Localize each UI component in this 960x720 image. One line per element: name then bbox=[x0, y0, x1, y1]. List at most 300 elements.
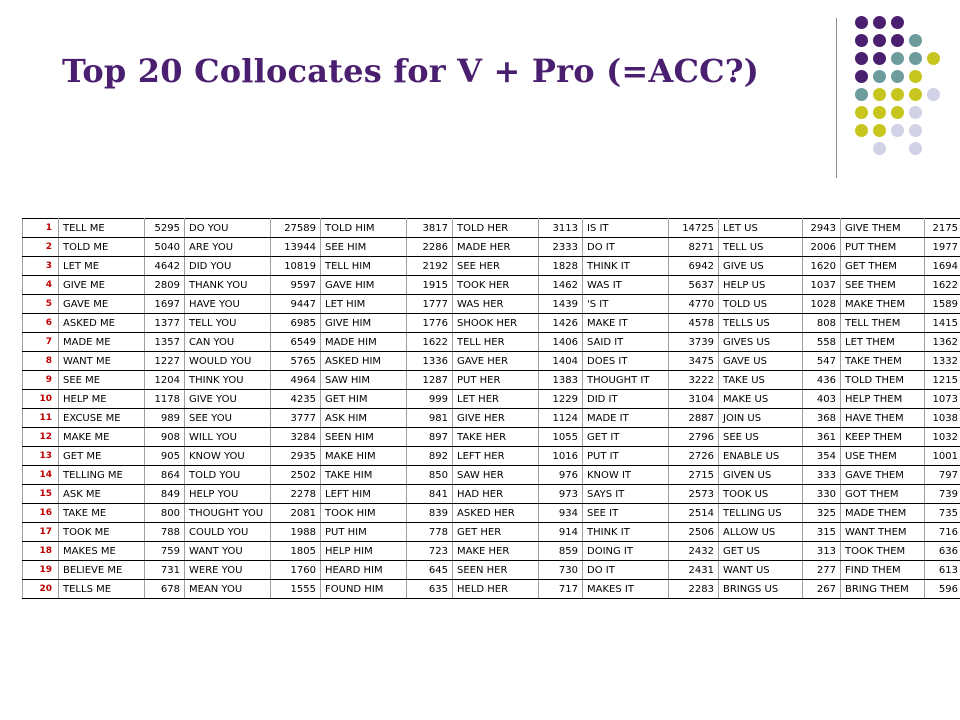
table-row bbox=[23, 238, 960, 257]
frequency-cell: 4642 bbox=[145, 257, 185, 276]
collocate-cell: DO YOU bbox=[185, 219, 271, 238]
frequency-cell: 1028 bbox=[803, 295, 841, 314]
collocate-cell: BRING THEM bbox=[841, 580, 925, 599]
frequency-cell: 2278 bbox=[271, 485, 321, 504]
frequency-cell: 3284 bbox=[271, 428, 321, 447]
collocate-cell: USE THEM bbox=[841, 447, 925, 466]
frequency-cell: 981 bbox=[407, 409, 453, 428]
frequency-cell: 1055 bbox=[539, 428, 583, 447]
collocate-cell: TELL US bbox=[719, 238, 803, 257]
frequency-cell: 4770 bbox=[669, 295, 719, 314]
collocate-cell: KEEP THEM bbox=[841, 428, 925, 447]
collocate-cell: GIVE HIM bbox=[321, 314, 407, 333]
frequency-cell: 905 bbox=[145, 447, 185, 466]
collocate-cell: COULD YOU bbox=[185, 523, 271, 542]
collocate-cell: SEE YOU bbox=[185, 409, 271, 428]
frequency-cell: 2283 bbox=[669, 580, 719, 599]
collocate-cell: THINK YOU bbox=[185, 371, 271, 390]
frequency-cell: 2514 bbox=[669, 504, 719, 523]
collocate-cell: TOLD ME bbox=[59, 238, 145, 257]
table-row bbox=[23, 523, 960, 542]
collocate-cell: MAKE THEM bbox=[841, 295, 925, 314]
collocate-cell: MAKE HIM bbox=[321, 447, 407, 466]
collocate-cell: MEAN YOU bbox=[185, 580, 271, 599]
rank-cell: 7 bbox=[23, 333, 59, 352]
collocate-cell: GOT THEM bbox=[841, 485, 925, 504]
decorative-dot bbox=[891, 34, 904, 47]
collocate-cell: TOLD YOU bbox=[185, 466, 271, 485]
collocate-cell: WILL YOU bbox=[185, 428, 271, 447]
table-row bbox=[23, 485, 960, 504]
rank-cell: 19 bbox=[23, 561, 59, 580]
collocate-cell: HAD HER bbox=[453, 485, 539, 504]
collocate-cell: TELLING ME bbox=[59, 466, 145, 485]
frequency-cell: 558 bbox=[803, 333, 841, 352]
frequency-cell: 934 bbox=[539, 504, 583, 523]
frequency-cell: 613 bbox=[925, 561, 960, 580]
frequency-cell: 2502 bbox=[271, 466, 321, 485]
table-row bbox=[23, 371, 960, 390]
decorative-dot bbox=[855, 106, 868, 119]
collocate-cell: GIVE ME bbox=[59, 276, 145, 295]
rank-cell: 12 bbox=[23, 428, 59, 447]
collocate-cell: SHOOK HER bbox=[453, 314, 539, 333]
table-row bbox=[23, 561, 960, 580]
decorative-dot bbox=[909, 142, 922, 155]
frequency-cell: 635 bbox=[407, 580, 453, 599]
collocate-cell: ALLOW US bbox=[719, 523, 803, 542]
collocate-cell: TELL ME bbox=[59, 219, 145, 238]
frequency-cell: 1406 bbox=[539, 333, 583, 352]
collocate-cell: ASK HIM bbox=[321, 409, 407, 428]
table-row bbox=[23, 314, 960, 333]
table-row bbox=[23, 276, 960, 295]
table-row bbox=[23, 409, 960, 428]
frequency-cell: 778 bbox=[407, 523, 453, 542]
frequency-cell: 1332 bbox=[925, 352, 960, 371]
frequency-cell: 1555 bbox=[271, 580, 321, 599]
frequency-cell: 1204 bbox=[145, 371, 185, 390]
frequency-cell: 3104 bbox=[669, 390, 719, 409]
frequency-cell: 723 bbox=[407, 542, 453, 561]
frequency-cell: 2935 bbox=[271, 447, 321, 466]
collocate-cell: PUT THEM bbox=[841, 238, 925, 257]
rank-cell: 20 bbox=[23, 580, 59, 599]
collocate-cell: THINK IT bbox=[583, 523, 669, 542]
frequency-cell: 1227 bbox=[145, 352, 185, 371]
rank-cell: 3 bbox=[23, 257, 59, 276]
collocate-cell: MAKE IT bbox=[583, 314, 669, 333]
decorative-dot bbox=[855, 124, 868, 137]
frequency-cell: 1777 bbox=[407, 295, 453, 314]
frequency-cell: 333 bbox=[803, 466, 841, 485]
collocate-cell: HAVE YOU bbox=[185, 295, 271, 314]
frequency-cell: 973 bbox=[539, 485, 583, 504]
decorative-divider-line bbox=[836, 18, 837, 178]
collocate-cell: SEE IT bbox=[583, 504, 669, 523]
collocate-cell: TAKE HIM bbox=[321, 466, 407, 485]
table-row bbox=[23, 295, 960, 314]
collocate-cell: ASKED ME bbox=[59, 314, 145, 333]
table-row bbox=[23, 580, 960, 599]
decorative-dot bbox=[927, 52, 940, 65]
collocate-cell: MAKES IT bbox=[583, 580, 669, 599]
frequency-cell: 1016 bbox=[539, 447, 583, 466]
decorative-dot bbox=[891, 124, 904, 137]
frequency-cell: 1073 bbox=[925, 390, 960, 409]
frequency-cell: 3222 bbox=[669, 371, 719, 390]
collocate-cell: FIND THEM bbox=[841, 561, 925, 580]
collocate-cell: HELP HIM bbox=[321, 542, 407, 561]
decorative-dot bbox=[855, 88, 868, 101]
collocate-cell: HELP YOU bbox=[185, 485, 271, 504]
frequency-cell: 1915 bbox=[407, 276, 453, 295]
frequency-cell: 5637 bbox=[669, 276, 719, 295]
frequency-cell: 678 bbox=[145, 580, 185, 599]
collocate-cell: PUT HIM bbox=[321, 523, 407, 542]
frequency-cell: 1776 bbox=[407, 314, 453, 333]
collocate-cell: MADE IT bbox=[583, 409, 669, 428]
collocate-cell: GAVE HER bbox=[453, 352, 539, 371]
frequency-cell: 6985 bbox=[271, 314, 321, 333]
collocate-cell: BRINGS US bbox=[719, 580, 803, 599]
decorative-dot bbox=[873, 70, 886, 83]
collocate-cell: WAS IT bbox=[583, 276, 669, 295]
frequency-cell: 1037 bbox=[803, 276, 841, 295]
frequency-cell: 716 bbox=[925, 523, 960, 542]
collocate-cell: GET ME bbox=[59, 447, 145, 466]
collocate-cell: TELL THEM bbox=[841, 314, 925, 333]
collocate-cell: GIVE HER bbox=[453, 409, 539, 428]
collocate-cell: GET HER bbox=[453, 523, 539, 542]
frequency-cell: 436 bbox=[803, 371, 841, 390]
frequency-cell: 1694 bbox=[925, 257, 960, 276]
collocate-cell: PUT HER bbox=[453, 371, 539, 390]
collocate-cell: LET THEM bbox=[841, 333, 925, 352]
slide-title: Top 20 Collocates for V + Pro (=ACC?) bbox=[62, 52, 760, 90]
collocates-table-container bbox=[22, 218, 960, 604]
collocate-cell: TELLS US bbox=[719, 314, 803, 333]
collocates-table bbox=[22, 218, 960, 599]
frequency-cell: 914 bbox=[539, 523, 583, 542]
collocate-cell: SAYS IT bbox=[583, 485, 669, 504]
collocate-cell: MADE HER bbox=[453, 238, 539, 257]
collocate-cell: LEFT HIM bbox=[321, 485, 407, 504]
collocate-cell: DOING IT bbox=[583, 542, 669, 561]
collocate-cell: TELLS ME bbox=[59, 580, 145, 599]
frequency-cell: 892 bbox=[407, 447, 453, 466]
decorative-dot bbox=[873, 124, 886, 137]
frequency-cell: 315 bbox=[803, 523, 841, 542]
decorative-dot bbox=[909, 52, 922, 65]
rank-cell: 1 bbox=[23, 219, 59, 238]
rank-cell: 8 bbox=[23, 352, 59, 371]
collocate-cell: SEEN HER bbox=[453, 561, 539, 580]
collocate-cell: SAID IT bbox=[583, 333, 669, 352]
collocate-cell: TAKE THEM bbox=[841, 352, 925, 371]
collocate-cell: DID IT bbox=[583, 390, 669, 409]
collocate-cell: TOOK US bbox=[719, 485, 803, 504]
collocate-cell: BELIEVE ME bbox=[59, 561, 145, 580]
collocate-cell: WANT YOU bbox=[185, 542, 271, 561]
rank-cell: 5 bbox=[23, 295, 59, 314]
collocate-cell: HELP THEM bbox=[841, 390, 925, 409]
collocate-cell: ARE YOU bbox=[185, 238, 271, 257]
collocate-cell: TOOK THEM bbox=[841, 542, 925, 561]
collocate-cell: TOOK HIM bbox=[321, 504, 407, 523]
frequency-cell: 6942 bbox=[669, 257, 719, 276]
decorative-dot bbox=[891, 16, 904, 29]
decorative-dot bbox=[873, 142, 886, 155]
frequency-cell: 2726 bbox=[669, 447, 719, 466]
frequency-cell: 1426 bbox=[539, 314, 583, 333]
rank-cell: 17 bbox=[23, 523, 59, 542]
collocates-table-body bbox=[23, 219, 960, 599]
collocate-cell: TAKE HER bbox=[453, 428, 539, 447]
frequency-cell: 2081 bbox=[271, 504, 321, 523]
frequency-cell: 1760 bbox=[271, 561, 321, 580]
collocate-cell: SEE THEM bbox=[841, 276, 925, 295]
table-row bbox=[23, 504, 960, 523]
collocate-cell: THOUGHT IT bbox=[583, 371, 669, 390]
collocate-cell: MADE HIM bbox=[321, 333, 407, 352]
frequency-cell: 1001 bbox=[925, 447, 960, 466]
collocate-cell: WANT ME bbox=[59, 352, 145, 371]
collocate-cell: KNOW IT bbox=[583, 466, 669, 485]
frequency-cell: 800 bbox=[145, 504, 185, 523]
frequency-cell: 13944 bbox=[271, 238, 321, 257]
frequency-cell: 3475 bbox=[669, 352, 719, 371]
frequency-cell: 4235 bbox=[271, 390, 321, 409]
frequency-cell: 1439 bbox=[539, 295, 583, 314]
frequency-cell: 9447 bbox=[271, 295, 321, 314]
collocate-cell: TOOK HER bbox=[453, 276, 539, 295]
collocate-cell: TOOK ME bbox=[59, 523, 145, 542]
collocate-cell: GIVEN US bbox=[719, 466, 803, 485]
frequency-cell: 403 bbox=[803, 390, 841, 409]
table-row bbox=[23, 466, 960, 485]
collocate-cell: THINK IT bbox=[583, 257, 669, 276]
frequency-cell: 1377 bbox=[145, 314, 185, 333]
collocate-cell: TOLD HER bbox=[453, 219, 539, 238]
collocate-cell: THANK YOU bbox=[185, 276, 271, 295]
frequency-cell: 3817 bbox=[407, 219, 453, 238]
collocate-cell: WANT THEM bbox=[841, 523, 925, 542]
frequency-cell: 976 bbox=[539, 466, 583, 485]
decorative-dot bbox=[891, 52, 904, 65]
collocate-cell: ASK ME bbox=[59, 485, 145, 504]
collocate-cell: DID YOU bbox=[185, 257, 271, 276]
collocate-cell: TOLD US bbox=[719, 295, 803, 314]
decorative-dot bbox=[855, 70, 868, 83]
frequency-cell: 2006 bbox=[803, 238, 841, 257]
frequency-cell: 908 bbox=[145, 428, 185, 447]
frequency-cell: 1124 bbox=[539, 409, 583, 428]
collocate-cell: PUT IT bbox=[583, 447, 669, 466]
frequency-cell: 5040 bbox=[145, 238, 185, 257]
frequency-cell: 313 bbox=[803, 542, 841, 561]
decorative-dot bbox=[855, 16, 868, 29]
collocate-cell: MAKE US bbox=[719, 390, 803, 409]
collocate-cell: SEEN HIM bbox=[321, 428, 407, 447]
rank-cell: 11 bbox=[23, 409, 59, 428]
collocate-cell: LEFT HER bbox=[453, 447, 539, 466]
table-row bbox=[23, 219, 960, 238]
collocate-cell: SEE ME bbox=[59, 371, 145, 390]
collocate-cell: HEARD HIM bbox=[321, 561, 407, 580]
frequency-cell: 717 bbox=[539, 580, 583, 599]
frequency-cell: 27589 bbox=[271, 219, 321, 238]
collocate-cell: ASKED HER bbox=[453, 504, 539, 523]
collocate-cell: GIVE US bbox=[719, 257, 803, 276]
decorative-dot bbox=[891, 88, 904, 101]
collocate-cell: MAKES ME bbox=[59, 542, 145, 561]
decorative-dot-grid bbox=[0, 0, 960, 180]
collocate-cell: SEE HER bbox=[453, 257, 539, 276]
frequency-cell: 1415 bbox=[925, 314, 960, 333]
table-row bbox=[23, 447, 960, 466]
rank-cell: 10 bbox=[23, 390, 59, 409]
frequency-cell: 1462 bbox=[539, 276, 583, 295]
collocate-cell: TELLING US bbox=[719, 504, 803, 523]
frequency-cell: 330 bbox=[803, 485, 841, 504]
frequency-cell: 897 bbox=[407, 428, 453, 447]
decorative-dot bbox=[891, 70, 904, 83]
frequency-cell: 808 bbox=[803, 314, 841, 333]
frequency-cell: 2286 bbox=[407, 238, 453, 257]
frequency-cell: 2715 bbox=[669, 466, 719, 485]
rank-cell: 4 bbox=[23, 276, 59, 295]
frequency-cell: 4964 bbox=[271, 371, 321, 390]
frequency-cell: 1336 bbox=[407, 352, 453, 371]
collocate-cell: LET ME bbox=[59, 257, 145, 276]
collocate-cell: HAVE THEM bbox=[841, 409, 925, 428]
frequency-cell: 1215 bbox=[925, 371, 960, 390]
collocate-cell: ENABLE US bbox=[719, 447, 803, 466]
frequency-cell: 849 bbox=[145, 485, 185, 504]
frequency-cell: 999 bbox=[407, 390, 453, 409]
frequency-cell: 2943 bbox=[803, 219, 841, 238]
frequency-cell: 1622 bbox=[407, 333, 453, 352]
frequency-cell: 368 bbox=[803, 409, 841, 428]
rank-cell: 9 bbox=[23, 371, 59, 390]
decorative-dot bbox=[873, 88, 886, 101]
frequency-cell: 735 bbox=[925, 504, 960, 523]
table-row bbox=[23, 257, 960, 276]
collocate-cell: GET HIM bbox=[321, 390, 407, 409]
collocate-cell: WERE YOU bbox=[185, 561, 271, 580]
frequency-cell: 636 bbox=[925, 542, 960, 561]
collocate-cell: CAN YOU bbox=[185, 333, 271, 352]
frequency-cell: 2809 bbox=[145, 276, 185, 295]
collocate-cell: GAVE THEM bbox=[841, 466, 925, 485]
frequency-cell: 6549 bbox=[271, 333, 321, 352]
frequency-cell: 5295 bbox=[145, 219, 185, 238]
frequency-cell: 4578 bbox=[669, 314, 719, 333]
collocate-cell: TAKE ME bbox=[59, 504, 145, 523]
table-row bbox=[23, 428, 960, 447]
frequency-cell: 277 bbox=[803, 561, 841, 580]
decorative-dot bbox=[873, 16, 886, 29]
frequency-cell: 2796 bbox=[669, 428, 719, 447]
frequency-cell: 2506 bbox=[669, 523, 719, 542]
rank-cell: 15 bbox=[23, 485, 59, 504]
frequency-cell: 730 bbox=[539, 561, 583, 580]
frequency-cell: 1977 bbox=[925, 238, 960, 257]
collocate-cell: EXCUSE ME bbox=[59, 409, 145, 428]
collocate-cell: GAVE HIM bbox=[321, 276, 407, 295]
frequency-cell: 3777 bbox=[271, 409, 321, 428]
collocate-cell: LET HIM bbox=[321, 295, 407, 314]
frequency-cell: 1357 bbox=[145, 333, 185, 352]
frequency-cell: 1805 bbox=[271, 542, 321, 561]
rank-cell: 16 bbox=[23, 504, 59, 523]
collocate-cell: IS IT bbox=[583, 219, 669, 238]
frequency-cell: 9597 bbox=[271, 276, 321, 295]
rank-cell: 18 bbox=[23, 542, 59, 561]
collocate-cell: ASKED HIM bbox=[321, 352, 407, 371]
frequency-cell: 759 bbox=[145, 542, 185, 561]
frequency-cell: 325 bbox=[803, 504, 841, 523]
frequency-cell: 841 bbox=[407, 485, 453, 504]
decorative-dot bbox=[909, 106, 922, 119]
frequency-cell: 2175 bbox=[925, 219, 960, 238]
frequency-cell: 1589 bbox=[925, 295, 960, 314]
collocate-cell: GIVES US bbox=[719, 333, 803, 352]
decorative-dot bbox=[891, 106, 904, 119]
collocate-cell: HELP US bbox=[719, 276, 803, 295]
frequency-cell: 1620 bbox=[803, 257, 841, 276]
collocate-cell: SEE HIM bbox=[321, 238, 407, 257]
decorative-dot bbox=[909, 34, 922, 47]
collocate-cell: FOUND HIM bbox=[321, 580, 407, 599]
table-row bbox=[23, 390, 960, 409]
frequency-cell: 354 bbox=[803, 447, 841, 466]
collocate-cell: JOIN US bbox=[719, 409, 803, 428]
decorative-dot bbox=[873, 52, 886, 65]
collocate-cell: HELP ME bbox=[59, 390, 145, 409]
collocate-cell: GAVE US bbox=[719, 352, 803, 371]
collocate-cell: GET IT bbox=[583, 428, 669, 447]
rank-cell: 13 bbox=[23, 447, 59, 466]
frequency-cell: 788 bbox=[145, 523, 185, 542]
decorative-dot bbox=[909, 124, 922, 137]
frequency-cell: 267 bbox=[803, 580, 841, 599]
collocate-cell: MADE ME bbox=[59, 333, 145, 352]
collocate-cell: WOULD YOU bbox=[185, 352, 271, 371]
frequency-cell: 5765 bbox=[271, 352, 321, 371]
collocate-cell: GIVE THEM bbox=[841, 219, 925, 238]
collocate-cell: DO IT bbox=[583, 238, 669, 257]
rank-cell: 6 bbox=[23, 314, 59, 333]
collocate-cell: GET US bbox=[719, 542, 803, 561]
decorative-dot bbox=[873, 106, 886, 119]
table-row bbox=[23, 352, 960, 371]
frequency-cell: 1229 bbox=[539, 390, 583, 409]
frequency-cell: 1988 bbox=[271, 523, 321, 542]
collocate-cell: SAW HIM bbox=[321, 371, 407, 390]
frequency-cell: 10819 bbox=[271, 257, 321, 276]
frequency-cell: 1362 bbox=[925, 333, 960, 352]
collocate-cell: DO IT bbox=[583, 561, 669, 580]
frequency-cell: 989 bbox=[145, 409, 185, 428]
frequency-cell: 2192 bbox=[407, 257, 453, 276]
decorative-dot bbox=[927, 88, 940, 101]
rank-cell: 2 bbox=[23, 238, 59, 257]
collocate-cell: TELL YOU bbox=[185, 314, 271, 333]
decorative-dot bbox=[873, 34, 886, 47]
frequency-cell: 645 bbox=[407, 561, 453, 580]
